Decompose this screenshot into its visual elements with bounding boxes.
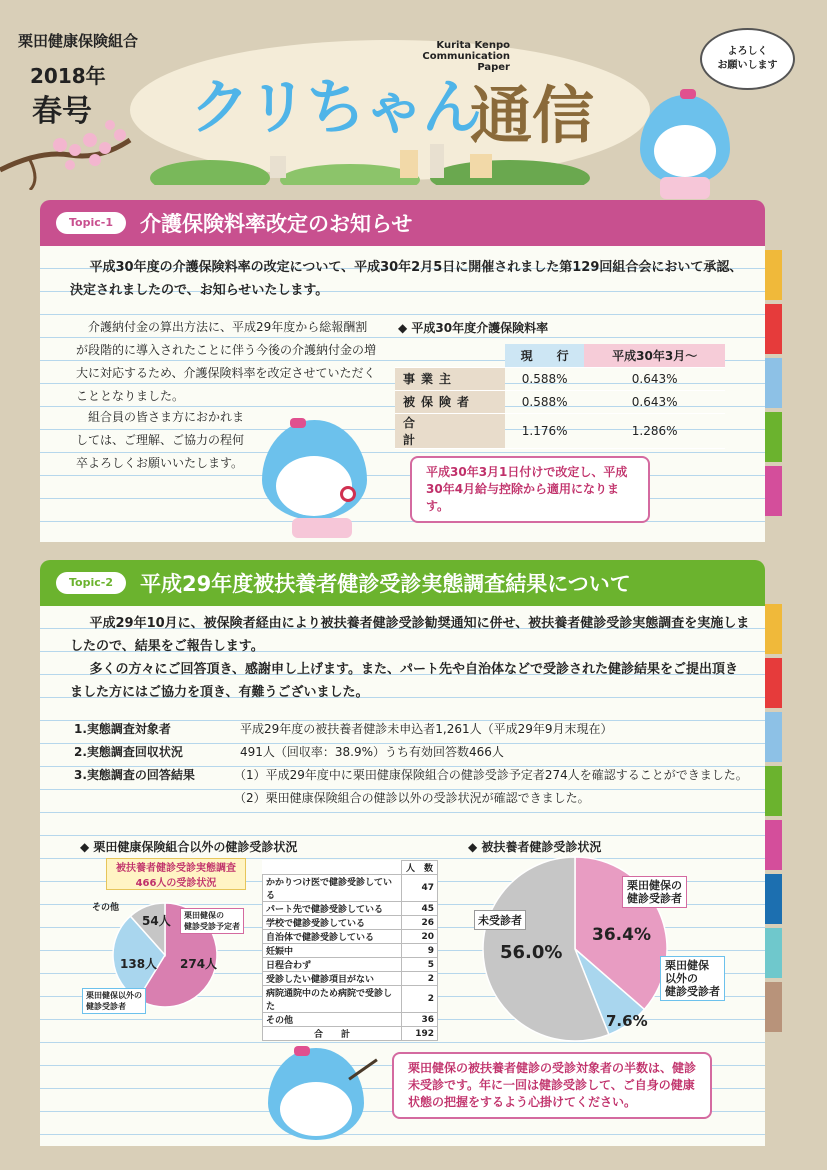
town-illustration	[150, 140, 650, 185]
mascot-header	[640, 95, 730, 200]
topic1-note: 平成30年3月1日付けで改定し、平成30年4月給与控除から適用になります。	[410, 456, 650, 523]
topic1-title: 介護保険料率改定のお知らせ	[140, 212, 413, 236]
left-value-kurita: 274人	[180, 957, 218, 971]
breakdown-value: 36	[402, 1013, 438, 1027]
left-label-outside: 栗田健保以外の 健診受診者	[82, 988, 146, 1014]
breakdown-table	[262, 860, 438, 1041]
table-row	[263, 902, 438, 916]
stamp-icon	[340, 486, 356, 502]
breakdown-label: かかりつけ医で健診受診している	[263, 875, 402, 902]
table-row	[263, 1013, 438, 1027]
breakdown-label: 自治体で健診受診している	[263, 930, 402, 944]
table-row	[395, 390, 725, 413]
breakdown-header: 人 数	[402, 861, 438, 875]
breakdown-value: 45	[402, 902, 438, 916]
right-value-outside: 7.6%	[606, 1012, 648, 1030]
table-row	[263, 930, 438, 944]
topic1-intro: 平成30年度の介護保険料率の改定について、平成30年2月5日に開催されました第129回組合会において承認、決定されましたので、お知らせいたします。	[70, 260, 743, 298]
breakdown-label: パート先で健診受診している	[263, 902, 402, 916]
rate-new-value: 0.643%	[584, 390, 725, 413]
topic1-body1: 介護納付金の算出方法に、平成29年度から総報酬割が段階的に導入されたことに伴う今後の介護納付金の増大に対応するため、介護保険料率を改定させていただくこととなりました。	[76, 320, 377, 403]
section-tab	[765, 658, 782, 708]
table-row	[263, 986, 438, 1013]
table-row	[263, 958, 438, 972]
left-value-other: 54人	[142, 914, 171, 928]
breakdown-value: 26	[402, 916, 438, 930]
breakdown-value: 9	[402, 944, 438, 958]
table-row	[263, 944, 438, 958]
section-tab	[765, 874, 782, 924]
newsletter-title-main: クリちゃん	[190, 73, 480, 143]
mascot-body	[292, 518, 352, 538]
issue-season: 春号	[32, 94, 92, 129]
list-item	[74, 718, 764, 741]
subtitle-line-1: Kurita Kenpo	[436, 40, 510, 51]
left-pie-caption: 被扶養者健診受診実態調査 466人の受診状況	[106, 858, 246, 890]
rate-current-value: 0.588%	[505, 390, 584, 413]
right-label-unexamined: 未受診者	[474, 910, 526, 930]
topic2-pill: Topic-2	[56, 572, 126, 594]
breakdown-label: 妊娠中	[263, 944, 402, 958]
left-chart-title: ◆ 栗田健康保険組合以外の健診受診状況	[80, 840, 298, 854]
table-row	[263, 875, 438, 902]
topic1-pill: Topic-1	[56, 212, 126, 234]
survey-item-label: 1.実態調査対象者	[74, 722, 171, 736]
list-item	[74, 741, 764, 764]
topic2-title: 平成29年度被扶養者健診受診実態調査結果について	[140, 572, 631, 596]
rate-current-value: 1.176%	[505, 413, 584, 448]
breakdown-label: 日程合わず	[263, 958, 402, 972]
mascot-face	[276, 456, 352, 516]
topic2-intro-2: 多くの方々にご回答頂き、感謝申し上げます。また、パート先や自治体などで受診された健診結果をご提出頂きました方にはご協力を頂き、有難うございました。	[70, 662, 738, 700]
breakdown-label: 病院通院中のため病院で受診した	[263, 986, 402, 1013]
topic2-intro-1: 平成29年10月に、被保険者経由により被扶養者健診受診勧奨通知に併せ、被扶養者健診受診実態調査を実施しましたので、結果をご報告します。	[70, 616, 750, 654]
mascot-face	[280, 1082, 352, 1136]
rate-new-value: 1.286%	[584, 413, 725, 448]
section-tab	[765, 712, 782, 762]
survey-item-label: 2.実態調査回収状況	[74, 745, 183, 759]
newsletter-title-sub: 通信	[470, 79, 595, 152]
right-label-kurita: 栗田健保の 健診受診者	[622, 876, 687, 908]
topic2-header	[40, 560, 765, 606]
greeting-bubble	[700, 28, 795, 90]
section-tab	[765, 928, 782, 978]
breakdown-label: 受診したい健診項目がない	[263, 972, 402, 986]
breakdown-value: 47	[402, 875, 438, 902]
breakdown-value: 2	[402, 972, 438, 986]
survey-item-value: 491人（回収率：38.9%）うち有効回答数466人	[240, 745, 504, 759]
left-label-other: その他	[92, 903, 120, 913]
rate-col-new: 平成30年3月～	[584, 344, 725, 367]
rate-new-value: 0.643%	[584, 367, 725, 390]
mascot-topic1	[262, 420, 372, 540]
section-tab	[765, 604, 782, 654]
breakdown-value: 2	[402, 986, 438, 1013]
ribbon-icon	[290, 418, 306, 428]
rate-table	[395, 344, 725, 449]
table-row	[395, 413, 725, 448]
right-value-unexamined: 56.0%	[500, 942, 563, 963]
section-tab	[765, 250, 782, 300]
breakdown-value: 20	[402, 930, 438, 944]
rate-row-label: 被保険者	[395, 390, 505, 413]
right-value-kurita: 36.4%	[592, 925, 651, 945]
cherry-branch-illustration	[0, 110, 140, 190]
section-tab	[765, 304, 782, 354]
rate-table-title: ◆ 平成30年度介護保険料率	[398, 321, 549, 335]
topic1-header	[40, 200, 765, 246]
breakdown-label: その他	[263, 1013, 402, 1027]
survey-item-continued: （2）栗田健康保険組合の健診以外の受診状況が確認できました。	[234, 791, 590, 805]
survey-item-value: 平成29年度の被扶養者健診未申込者1,261人（平成29年9月末現在）	[240, 722, 613, 736]
rate-row-label: 事業主	[395, 367, 505, 390]
left-value-outside: 138人	[120, 957, 158, 971]
mascot-body	[660, 177, 710, 199]
right-chart-title: ◆ 被扶養者健診受診状況	[468, 840, 602, 854]
greeting-text: よろしく お願いします	[717, 46, 778, 71]
subtitle-line-2: Communication Paper	[422, 51, 510, 73]
section-tab	[765, 358, 782, 408]
mascot-topic2	[268, 1048, 368, 1148]
rate-row-label: 合計	[395, 413, 505, 448]
section-tab	[765, 982, 782, 1032]
survey-item-value: （1）平成29年度中に栗田健康保険組合の健診受診予定者274人を確認することができました。	[234, 768, 748, 782]
section-tab	[765, 820, 782, 870]
rate-current-value: 0.588%	[505, 367, 584, 390]
table-row	[395, 367, 725, 390]
mascot-face	[654, 125, 716, 177]
section-tab	[765, 466, 782, 516]
survey-items	[74, 718, 764, 810]
breakdown-label: 学校で健診受診している	[263, 916, 402, 930]
survey-item-label: 3.実態調査の回答結果	[74, 768, 195, 782]
table-row	[263, 972, 438, 986]
topic1-body2: 組合員の皆さま方におかれましては、ご理解、ご協力の程何卒よろしくお願いいたします。	[76, 410, 245, 470]
breakdown-total-value: 192	[402, 1027, 438, 1041]
left-label-kurita: 栗田健保の 健診受診予定者	[180, 908, 244, 934]
list-item	[74, 764, 764, 787]
ribbon-icon	[294, 1046, 310, 1056]
right-label-outside: 栗田健保 以外の 健診受診者	[660, 956, 725, 1001]
topic2-note: 栗田健保の被扶養者健診の受診対象者の半数は、健診未受診です。年に一回は健診受診して、ご自身の健康状態の把握をするよう心掛けてください。	[392, 1052, 712, 1119]
section-tab	[765, 412, 782, 462]
table-row	[263, 916, 438, 930]
ribbon-icon	[680, 89, 696, 99]
table-row-total	[263, 1027, 438, 1041]
organization-name: 栗田健康保険組合	[18, 32, 139, 50]
rate-col-current: 現 行	[505, 344, 584, 367]
issue-year: 2018年	[30, 64, 106, 88]
breakdown-total-label: 合 計	[263, 1027, 402, 1041]
breakdown-value: 5	[402, 958, 438, 972]
section-tab	[765, 766, 782, 816]
